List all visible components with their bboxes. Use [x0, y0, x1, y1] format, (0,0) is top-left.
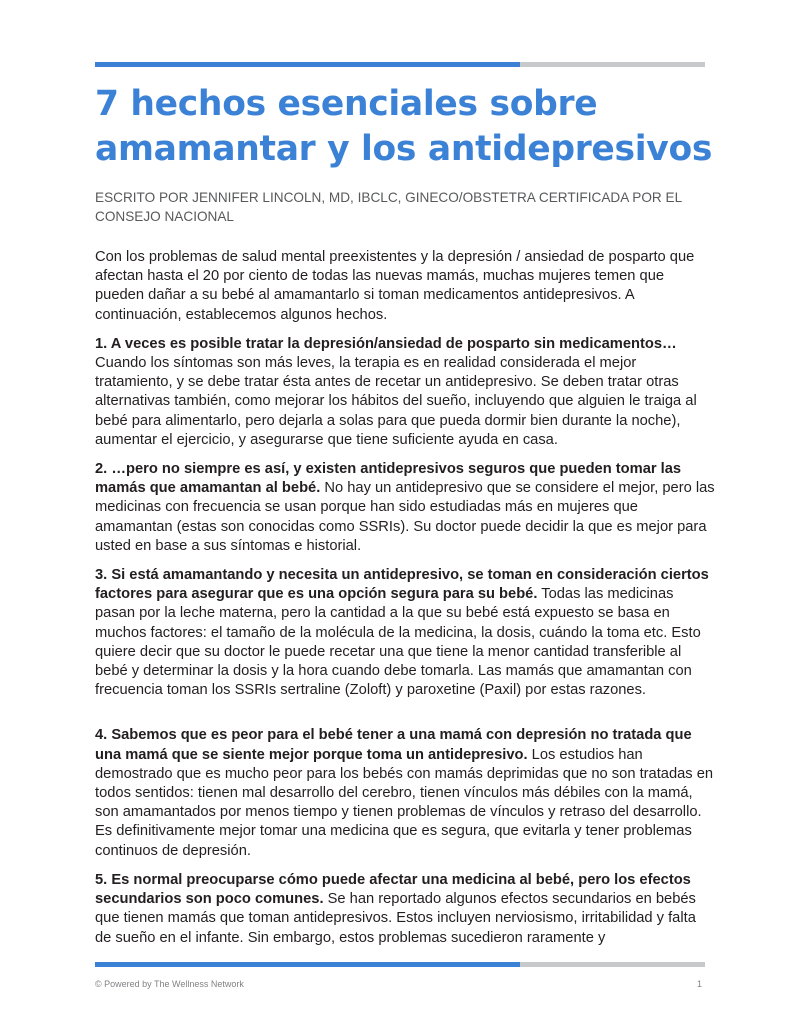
intro-paragraph: Con los problemas de salud mental preexistentes y la depresión / ansiedad de posparto que afectan hasta el 20 por ciento de todas las nuevas mamás, muchas mujeres temen que pueden dañar a su bebé al amamantarlo si toman medicamentos antidepresivos. A continuación, establecemos algunos hechos.	[95, 249, 695, 323]
fact-3	[95, 566, 715, 700]
fact-3-heading: 3. Si está amamantando y necesita un antidepresivo, se toman en consideración ciertos factores para asegurar que es una opción segura para su bebé.	[95, 567, 709, 603]
fact-2	[95, 460, 715, 556]
fact-2-heading: 2. …pero no siempre es así, y existen antidepresivos seguros que pueden tomar las mamás que amamantan al bebé.	[95, 461, 682, 497]
top-rule-accent	[95, 62, 520, 67]
page-title: 7 hechos esenciales sobre amamantar y los antidepresivos	[95, 84, 713, 169]
author-byline: ESCRITO POR JENNIFER LINCOLN, MD, IBCLC, GINECO/OBSTETRA CERTIFICADA POR EL CONSEJO NACIONAL	[95, 190, 682, 224]
bottom-rule	[95, 962, 705, 967]
fact-3-body: Todas las medicinas pasan por la leche materna, pero la cantidad a la que su bebé está expuesto se basa en muchos factores: el tamaño de la molécula de la medicina, la dosis, cuándo la toma etc. Esto quiere decir que su doctor le puede recetar una que tiene la menor cantidad transferible al bebé y determinar la dosis y la hora cuando debe tomarla. Las mamás que amamantan con frecuencia toman los SSRIs sertraline (Zoloft) y paroxetine (Paxil) por estas razones.	[95, 586, 701, 699]
bottom-rule-accent	[95, 962, 520, 967]
article-body	[95, 248, 715, 958]
top-rule-grey	[520, 62, 705, 67]
fact-1-body: Cuando los síntomas son más leves, la terapia es en realidad considerada el mejor tratamiento, y se debe tratar ésta antes de recetar un antidepresivo. Se deben tratar otras alternativas también, como mejorar los hábitos del sueño, incluyendo que alguien le traiga al bebé para alimentarlo, pero dejarla a solas para que pueda dormir bien durante la noche), aumentar el ejercicio, y asegurarse que tiene suficiente ayuda en casa.	[95, 355, 697, 448]
fact-5	[95, 871, 715, 948]
fact-5-body: Se han reportado algunos efectos secundarios en bebés que tienen mamás que toman antidepresivos. Estos incluyen nerviosismo, irritabilidad y falta de sueño en el infante. Sin embargo, estos problemas sucedieron raramente y	[95, 891, 696, 946]
fact-4	[95, 726, 715, 860]
fact-4-heading: 4. Sabemos que es peor para el bebé tener a una mamá con depresión no tratada que una mamá que se siente mejor porque toma un antidepresivo.	[95, 727, 692, 763]
bottom-rule-grey	[520, 962, 705, 967]
fact-5-heading: 5. Es normal preocuparse cómo puede afectar una medicina al bebé, pero los efectos secundarios son poco comunes.	[95, 871, 691, 908]
footer-credit: © Powered by The Wellness Network	[95, 979, 244, 989]
fact-2-body: No hay un antidepresivo que se considere el mejor, pero las medicinas con frecuencia se usan porque han sido estudiadas más en mujeres que amamantan (estas son conocidas como SSRIs). Su doctor puede decidir la que es mejor para usted en base a sus síntomas e historial.	[95, 480, 715, 554]
fact-1	[95, 335, 715, 450]
fact-4-body: Los estudios han demostrado que es mucho peor para los bebés con mamás deprimidas que no son tratadas en todos sentidos: tienen mal desarrollo del cerebro, tienen vínculos más débiles con la mamá, son amamantados por menos tiempo y tienen problemas de vínculos y retraso del desarrollo. Es definitivamente mejor tomar una medicina que es segura, que evitarla y tener problemas continuos de depresión.	[95, 746, 714, 859]
top-rule	[95, 62, 705, 67]
page-number: 1	[697, 979, 703, 989]
fact-1-heading: 1. A veces es posible tratar la depresión/ansiedad de posparto sin medicamentos…	[95, 335, 677, 352]
